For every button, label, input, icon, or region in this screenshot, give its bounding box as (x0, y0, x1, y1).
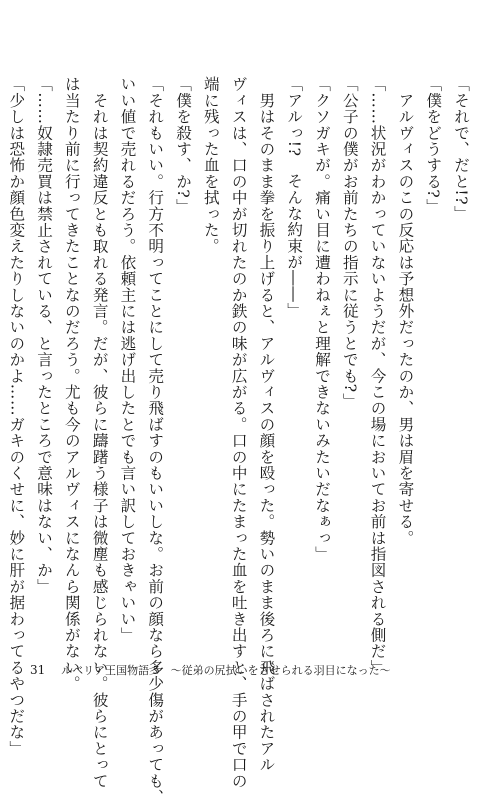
text-line: 「公子の僕がお前たちの指示に従うとでも?」 (340, 76, 359, 409)
text-line: ヴィスは、口の中が切れたのか鉄の味が広がる。口の中にたまった血を吐き出すと、手の甲で口の (229, 76, 248, 789)
text-line: 「それで、だと!?」 (452, 76, 470, 222)
page-footer (30, 663, 391, 678)
text-line: いい値で売れるだろう。依頼主には逃げ出したとでも言い訳しておきゃいい」 (118, 76, 137, 643)
text-line: 「僕を殺す、か?」 (174, 76, 193, 215)
text-line: 「それもいい。行方不明ってことにして売り飛ばすのもいいしな。お前の顔なら多少傷があっても、 (146, 76, 165, 805)
text-line: 「アルっ!? そんな約束が――」 (285, 76, 304, 319)
running-title: ルベリア王国物語 5 ～従弟の尻拭いをさせられる羽目になった～ (61, 664, 391, 677)
text-line: 「少しは恐怖か顔色変えたりしないのかよ……ガキのくせに、妙に肝が据わってるやつだな」 (7, 76, 26, 757)
text-line: 端に残った血を拭った。 (201, 76, 220, 255)
text-line: アルヴィスのこの反応は予想外だったのか、男は眉を寄せる。 (396, 76, 415, 546)
page-number: 31 (30, 663, 46, 677)
text-line: 「僕をどうする?」 (424, 76, 443, 215)
text-line: それは契約違反とも取れる発言。だが、彼らに躊躇う様子は微塵も感じられない。彼らにとって (90, 76, 109, 789)
text-line: 「クソガキが。痛い目に遭わねぇと理解できないみたいだなぁっ」 (313, 76, 332, 562)
text-line: 「……奴隷売買は禁止されている、と言ったところで意味はない、か」 (35, 76, 54, 595)
text-line: 男はそのまま拳を振り上げると、アルヴィスの顔を殴った。勢いのまま後ろに飛ばされたアル (257, 76, 276, 773)
text-line: 「……状況がわかっていないようだが、今この場においてお前は指図される側だ」 (368, 76, 387, 676)
text-line: は当たり前に行ってきたことなのだろう。尤も今のアルヴィスになんら関係がない。 (62, 76, 81, 692)
